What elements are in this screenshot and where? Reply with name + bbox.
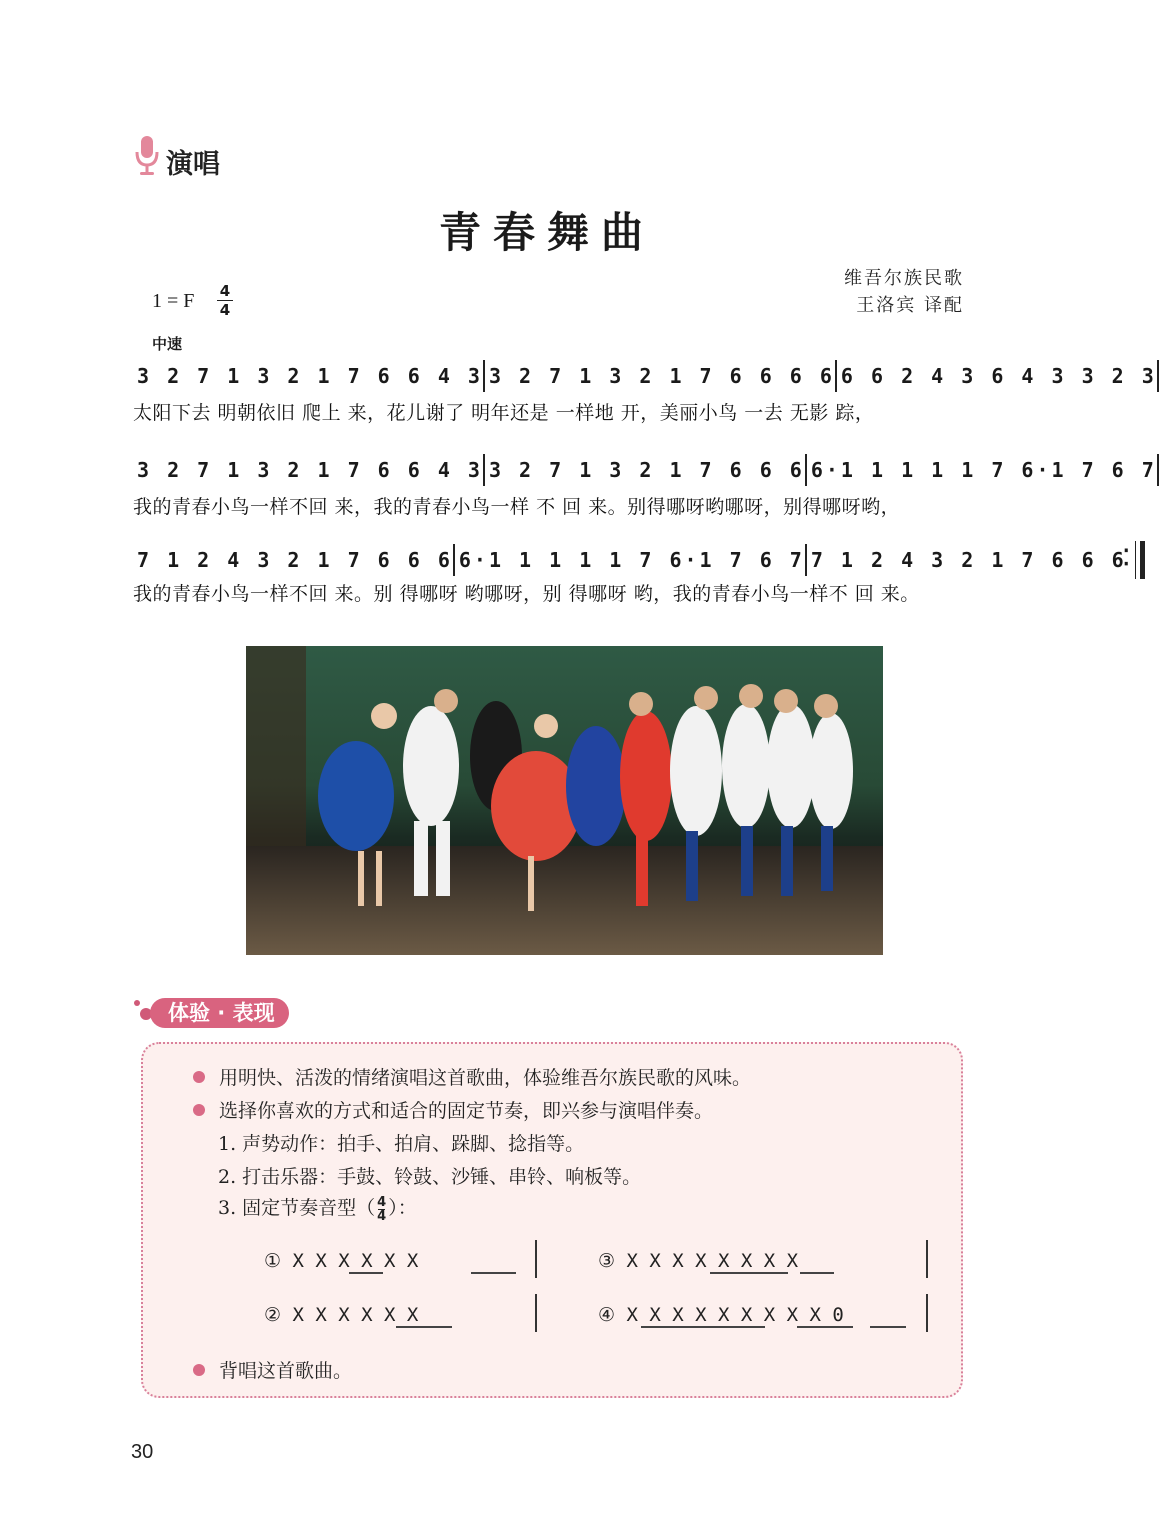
activity-sub-item: 2. 打击乐器：手鼓、铃鼓、沙锤、串铃、响板等。 (218, 1166, 642, 1188)
activity-sub-item: 3. 固定节奏音型（ $\frac{4}{4}$ ）： (218, 1194, 417, 1224)
section-title: 演唱 (166, 149, 220, 180)
badge-dot (134, 1000, 140, 1006)
activity-item: 背唱这首歌曲。 (193, 1356, 352, 1383)
score-row (133, 541, 1127, 579)
rhythm-beam (641, 1326, 765, 1328)
barline (535, 1240, 537, 1278)
barline (926, 1294, 928, 1332)
score-row (133, 360, 1157, 392)
time-signature: $\frac{4}{4}$ (377, 1194, 387, 1224)
rhythm-beam (396, 1326, 452, 1328)
measure: 3 2 7 1 3 2 1 7 6 6 4 3 (137, 364, 483, 388)
measure: 6 6 2 4 3 6 4 3 3 2 3 (840, 364, 1157, 388)
time-signature: 4 4 (214, 283, 236, 318)
dancers-photo (246, 646, 883, 955)
rhythm-beam (797, 1326, 853, 1328)
rhythm-beam (870, 1326, 906, 1328)
barline (1157, 454, 1159, 486)
measure: 7 1 2 4 3 2 1 7 6 6 6 (137, 548, 453, 572)
rhythm-pattern: ④ X X X X X X X X X 0 (598, 1304, 844, 1326)
activity-item: 选择你喜欢的方式和适合的固定节奏，即兴参与演唱伴奏。 (193, 1096, 713, 1123)
page-number: 30 (131, 1441, 154, 1463)
lyric-line: 我的青春小鸟一样不回 来。别 得哪呀 哟哪呀，别 得哪呀 哟，我的青春小鸟一样不 回 来。 (133, 583, 920, 605)
score-row (133, 454, 1157, 486)
barline (535, 1294, 537, 1332)
measure: 7 1 2 4 3 2 1 7 6 6 6 (810, 548, 1127, 572)
rhythm-beam (800, 1272, 834, 1274)
song-title: 青春舞曲 (438, 208, 655, 257)
rhythm-pattern: ① X X X X X X (264, 1250, 419, 1272)
barline (926, 1240, 928, 1278)
rhythm-beam (471, 1272, 516, 1274)
activity-sub-item: 1. 声势动作：拍手、拍肩、跺脚、捻指等。 (218, 1133, 585, 1155)
measure: 3 2 7 1 3 2 1 7 6 6 4 3 (137, 458, 483, 482)
measure: 3 2 7 1 3 2 1 7 6 6 6 6 (488, 364, 835, 388)
lyric-line: 我的青春小鸟一样不回 来，我的青春小鸟一样 不 回 来。别得哪呀哟哪呀，别得哪呀哟， (133, 496, 901, 518)
measure: 3 2 7 1 3 2 1 7 6 6 6 (488, 458, 805, 482)
key-signature: 1 = F (152, 290, 195, 312)
rhythm-pattern: ③ X X X X X X X X (598, 1250, 799, 1272)
tempo-marking: 中速 (152, 335, 183, 353)
measure: 6·1 1 1 1 1 7 6·1 7 6 7 (810, 458, 1157, 482)
credit-origin: 维吾尔族民歌 (844, 268, 964, 289)
repeat-end-barline (1135, 541, 1145, 579)
rhythm-pattern: ② X X X X X X (264, 1304, 419, 1326)
activity-item: 用明快、活泼的情绪演唱这首歌曲，体验维吾尔族民歌的风味。 (193, 1063, 751, 1090)
measure: 6·1 1 1 1 1 7 6·1 7 6 7 (458, 548, 805, 572)
rhythm-beam (349, 1272, 383, 1274)
microphone-icon (132, 134, 162, 178)
barline (1157, 360, 1159, 392)
rhythm-beam (710, 1272, 788, 1274)
activity-badge-label: 体验 · 表现 (150, 998, 289, 1028)
credit-arranger: 王洛宾 译配 (856, 295, 964, 316)
lyric-line: 太阳下去 明朝依旧 爬上 来，花儿谢了 明年还是 一样地 开，美丽小鸟 一去 无影 踪， (133, 402, 875, 424)
